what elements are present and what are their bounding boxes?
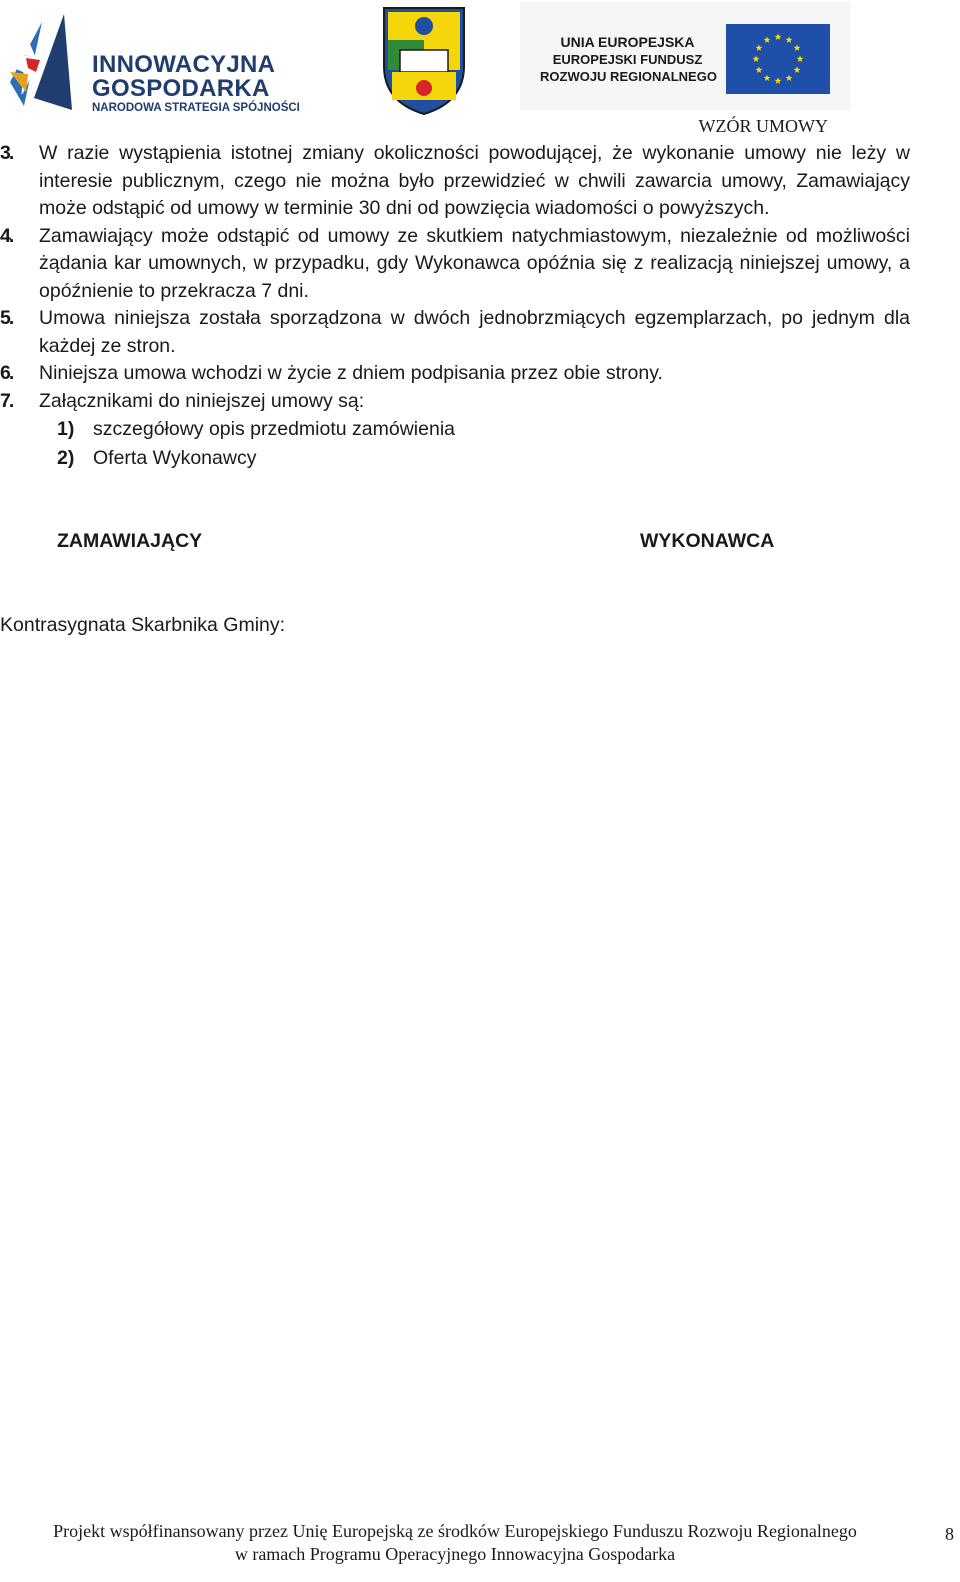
ig-emblem-icon [6, 14, 76, 110]
ig-logo-line3: NARODOWA STRATEGIA SPÓJNOŚCI [92, 102, 300, 114]
clause-number: 4. [0, 224, 13, 247]
eu-logo-line3: ROZWOJU REGIONALNEGO [540, 69, 717, 84]
clause-list [0, 140, 910, 473]
clause-text: Załącznikami do niniejszej umowy są: [39, 389, 365, 412]
footer-line2: w ramach Programu Operacyjnego Innowacyjna Gospodarka [234, 1544, 676, 1564]
signature-contracting-party: ZAMAWIAJĄCY [57, 530, 203, 552]
clause-number: 3. [0, 142, 13, 164]
ig-logo-line2: GOSPODARKA [92, 75, 270, 102]
eu-flag-icon [726, 24, 830, 94]
clause-text: Umowa niniejsza została sporządzona w dwóch jednobrzmiących egzemplarzach, po jednym dla każdej ze stron. [39, 307, 910, 357]
footer-line1: Projekt współfinansowany przez Unię Europejską ze środków Europejskiego Funduszu Rozwoju Regionalnego [53, 1521, 857, 1541]
clause-text: Niniejsza umowa wchodzi w życie z dniem podpisania przez obie strony. [39, 362, 663, 384]
clause-item [0, 223, 910, 306]
attachment-number: 2) [57, 447, 75, 469]
clause-item [0, 388, 910, 416]
clause-item [0, 140, 910, 223]
page-footer [0, 1520, 910, 1566]
clause-text: Zamawiający może odstąpić od umowy ze skutkiem natychmiastowym, niezależnie od możliwości żądania kar umownych, w przypadku, gdy Wykonawca opóźnia się z realizacją niniejszej umowy, a opóźnienie to przekracza 7 dni. [39, 224, 910, 302]
attachment-text: szczegółowy opis przedmiotu zamówienia [93, 418, 455, 440]
eu-logo [520, 2, 850, 110]
ig-logo-line1: INNOWACYJNA [92, 51, 276, 78]
coat-of-arms-icon [382, 6, 466, 116]
clause-text: W razie wystąpienia istotnej zmiany okoliczności powodującej, że wykonanie umowy nie leży w interesie publicznym, czego nie można było przewidzieć w chwili zawarcia umowy, Zamawiający może odstąpić od umowy w terminie 30 dni od powzięcia wiadomości o powyższych. [39, 142, 910, 219]
eu-logo-line1: UNIA EUROPEJSKA [560, 34, 695, 50]
clause-number: 7. [0, 389, 13, 412]
countersignature-label: Kontrasygnata Skarbnika Gminy: [0, 614, 286, 636]
clause-item [0, 360, 910, 388]
attachment-item [0, 444, 910, 473]
signature-contractor: WYKONAWCA [640, 530, 775, 552]
clause-number: 5. [0, 307, 13, 329]
attachment-number: 1) [57, 418, 75, 440]
attachment-text: Oferta Wykonawcy [93, 447, 257, 469]
eu-logo-text [540, 34, 715, 85]
page-number: 8 [945, 1524, 954, 1544]
document-label: WZÓR UMOWY [698, 116, 828, 136]
innowacyjna-gospodarka-logo [6, 14, 306, 114]
attachment-item [0, 415, 910, 444]
clause-number: 6. [0, 362, 13, 384]
eu-logo-line2: EUROPEJSKI FUNDUSZ [552, 52, 703, 67]
clause-item [0, 305, 910, 360]
